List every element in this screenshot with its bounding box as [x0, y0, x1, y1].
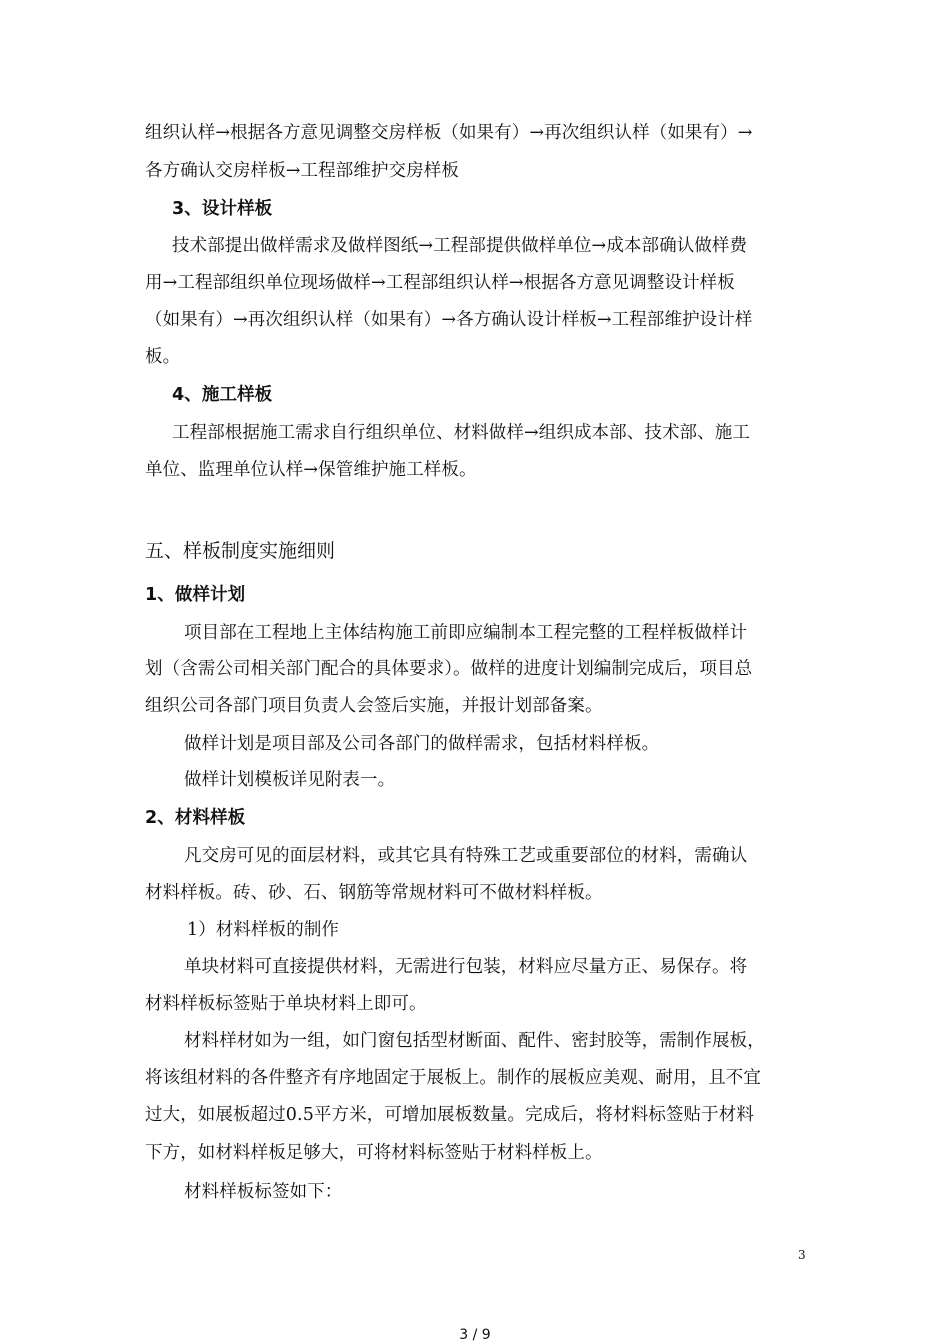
paragraph-line: 材料样板标签贴于单块材料上即可。: [145, 994, 427, 1014]
paragraph-line: （如果有）→再次组织认样（如果有）→各方确认设计样板→工程部维护设计样: [145, 310, 753, 330]
section-heading: 4、施工样板: [172, 385, 273, 405]
section-heading: 2、材料样板: [145, 808, 246, 828]
page-number: 3: [798, 1248, 806, 1262]
paragraph-line: 划（含需公司相关部门配合的具体要求）。做样的进度计划编制完成后，项目总: [145, 659, 753, 679]
paragraph-line: 各方确认交房样板→工程部维护交房样板: [145, 161, 459, 181]
page-indicator: 3 / 9: [459, 1327, 491, 1343]
paragraph-line: 凡交房可见的面层材料，或其它具有特殊工艺或重要部位的材料，需确认: [184, 846, 748, 866]
paragraph-line: 做样计划模板详见附表一。: [184, 770, 396, 790]
paragraph-line: 下方，如材料样板足够大，可将材料标签贴于材料样板上。: [145, 1143, 603, 1163]
paragraph-line: 工程部根据施工需求自行组织单位、材料做样→组织成本部、技术部、施工: [172, 423, 750, 443]
chapter-heading: 五、样板制度实施细则: [145, 540, 336, 562]
paragraph-line: 组织公司各部门项目负责人会签后实施，并报计划部备案。: [145, 696, 603, 716]
paragraph-line: 过大，如展板超过0.5平方米，可增加展板数量。完成后，将材料标签贴于材料: [145, 1105, 754, 1125]
section-heading: 3、设计样板: [172, 199, 273, 219]
paragraph-line: 组织认样→根据各方意见调整交房样板（如果有）→再次组织认样（如果有）→: [145, 123, 753, 143]
paragraph-line: 将该组材料的各件整齐有序地固定于展板上。制作的展板应美观、耐用，且不宜: [145, 1068, 761, 1088]
paragraph-line: 材料样板标签如下：: [184, 1182, 343, 1202]
sub-heading: 1）材料样板的制作: [187, 920, 340, 940]
section-heading: 1、做样计划: [145, 585, 246, 605]
paragraph-line: 做样计划是项目部及公司各部门的做样需求，包括材料样板。: [184, 734, 660, 754]
paragraph-line: 板。: [145, 347, 181, 367]
paragraph-line: 单位、监理单位认样→保管维护施工样板。: [145, 460, 477, 480]
paragraph-line: 材料样材如为一组，如门窗包括型材断面、配件、密封胶等，需制作展板，: [184, 1031, 765, 1051]
paragraph-line: 技术部提出做样需求及做样图纸→工程部提供做样单位→成本部确认做样费: [172, 236, 748, 256]
paragraph-line: 用→工程部组织单位现场做样→工程部组织认样→根据各方意见调整设计样板: [145, 273, 735, 293]
paragraph-line: 单块材料可直接提供材料，无需进行包装，材料应尽量方正、易保存。将: [184, 957, 748, 977]
paragraph-line: 项目部在工程地上主体结构施工前即应编制本工程完整的工程样板做样计: [184, 623, 748, 643]
paragraph-line: 材料样板。砖、砂、石、钢筋等常规材料可不做材料样板。: [145, 883, 603, 903]
